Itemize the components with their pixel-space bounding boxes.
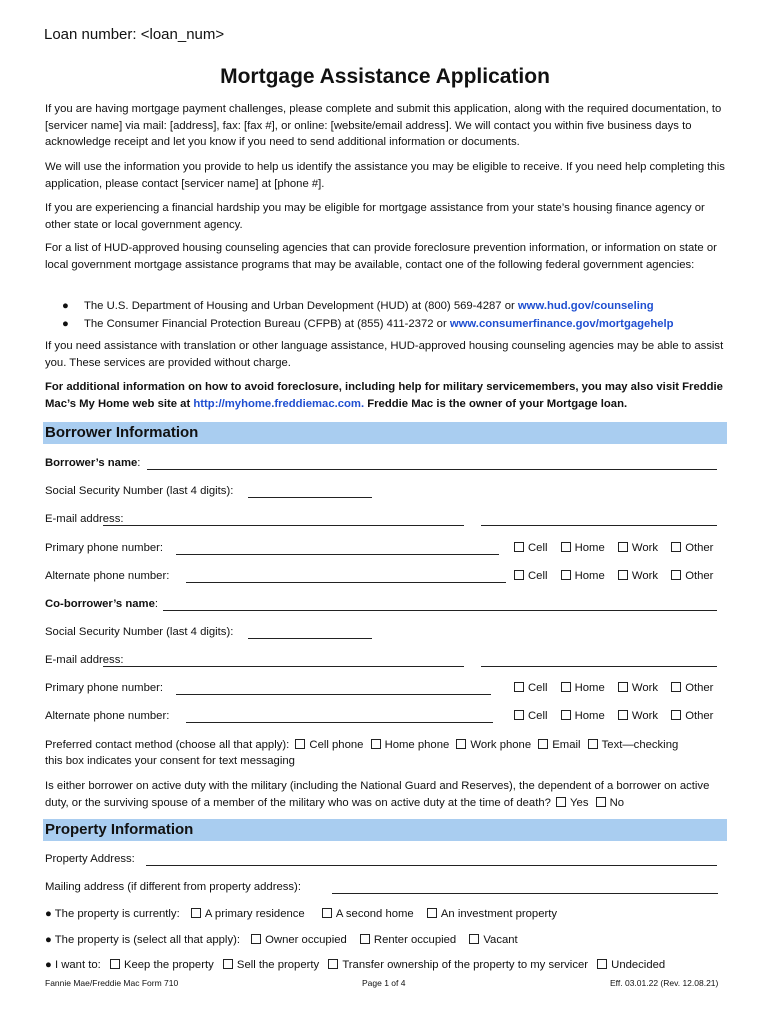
pref-cell-option[interactable] (295, 738, 363, 752)
investment-property-option[interactable] (427, 907, 557, 921)
transfer-ownership-label: Transfer ownership of the property to my servicer (342, 959, 589, 971)
checkbox-icon[interactable] (561, 710, 571, 720)
checkbox-icon[interactable] (371, 739, 381, 749)
coborrower-email-label: E-mail address: (45, 654, 124, 666)
bullet-dot-icon: ● (62, 300, 69, 312)
borrower-ssn-label: Social Security Number (last 4 digits): (45, 485, 234, 497)
freddie-text-a: For additional information on how to avoid foreclosure, including help for military servicemembers, you may also visit Freddie Mac’s My Home web site at (45, 381, 723, 410)
cell-label: Cell (528, 682, 548, 694)
footer-effective-date: Eff. 03.01.22 (Rev. 12.08.21) (610, 978, 719, 988)
work-option[interactable] (618, 541, 658, 555)
coborrower-alt-phone-field[interactable] (186, 722, 493, 723)
military-yes-option[interactable] (556, 795, 588, 812)
hud-link[interactable]: www.hud.gov/counseling (517, 300, 654, 312)
property-currently-label: The property is currently: (54, 908, 180, 920)
checkbox-icon[interactable] (514, 710, 524, 720)
borrower-alt-phone-label: Alternate phone number: (45, 570, 170, 582)
checkbox-icon[interactable] (514, 542, 524, 552)
checkbox-icon[interactable] (561, 682, 571, 692)
coborrower-name-row (45, 597, 158, 611)
pref-cell-label: Cell phone (309, 739, 364, 751)
military-no-option[interactable] (596, 795, 624, 812)
bullet-dot-icon: ● (45, 959, 52, 971)
borrower-name-colon: : (137, 457, 141, 469)
intro-paragraph-1: If you are having mortgage payment challenges, please complete and submit this application, along with the required documentation, to [servicer name] via mail: [address], fax: [fax #], or online: [website/email address]. We will contact you within five business days to acknowledge receipt and let you know if you need to send additional information or documents. (45, 103, 722, 148)
other-label: Other (685, 710, 714, 722)
borrower-email-field[interactable] (103, 525, 464, 526)
checkbox-icon[interactable] (597, 959, 607, 969)
vacant-label: Vacant (483, 934, 518, 946)
other-label: Other (685, 542, 714, 554)
keep-property-option[interactable] (110, 958, 214, 972)
borrower-email-field-2[interactable] (481, 525, 717, 526)
pref-home-option[interactable] (371, 738, 450, 752)
checkbox-icon[interactable] (671, 682, 681, 692)
second-home-label: A second home (335, 908, 414, 920)
military-question (45, 778, 735, 811)
freddie-text-b: Freddie Mac is the owner of your Mortgage loan. (364, 397, 628, 410)
borrower-primary-phone-label: Primary phone number: (45, 542, 164, 554)
other-option[interactable] (671, 709, 713, 723)
work-label: Work (631, 542, 659, 554)
cell-option[interactable] (514, 541, 547, 555)
intro-paragraph-3: If you are experiencing a financial hardship you may be eligible for mortgage assistance from your state’s housing finance agency or other state or local government agency. (45, 202, 705, 231)
military-question-text: Is either borrower on active duty with the military (including the National Guard and Reserves), the dependent of a borrower on active duty, or the surviving spouse of a member of the military who was on active duty at the time of death? (45, 780, 710, 809)
no-label: No (609, 796, 625, 809)
other-option[interactable] (671, 569, 713, 583)
footer-form-number: Fannie Mae/Freddie Mac Form 710 (45, 978, 179, 988)
checkbox-icon[interactable] (427, 908, 437, 918)
borrower-section-header: Borrower Information (43, 422, 727, 444)
checkbox-icon[interactable] (561, 570, 571, 580)
cell-label: Cell (528, 710, 548, 722)
work-label: Work (631, 710, 659, 722)
checkbox-icon[interactable] (223, 959, 233, 969)
cell-option[interactable] (514, 681, 547, 695)
primary-residence-label: A primary residence (204, 908, 305, 920)
pref-email-label: Email (552, 739, 581, 751)
page-title: Mortgage Assistance Application (220, 65, 550, 88)
renter-occupied-label: Renter occupied (373, 934, 457, 946)
borrower-primary-phone-field[interactable] (176, 554, 499, 555)
property-address-field[interactable] (146, 865, 717, 866)
bullet-dot-icon: ● (62, 318, 69, 330)
pref-work-option[interactable] (456, 738, 531, 752)
borrower-name-label: Borrower’s name (45, 457, 138, 469)
borrower-name-field[interactable] (147, 469, 717, 470)
primary-residence-option[interactable] (191, 907, 305, 921)
checkbox-icon[interactable] (618, 682, 628, 692)
renter-occupied-option[interactable] (360, 933, 456, 947)
work-label: Work (631, 682, 659, 694)
checkbox-icon[interactable] (671, 710, 681, 720)
home-label: Home (574, 710, 605, 722)
footer-page-number: Page 1 of 4 (362, 978, 406, 988)
preferred-contact-row (45, 738, 678, 752)
vacant-option[interactable] (469, 933, 517, 947)
pref-text-option[interactable] (588, 738, 679, 752)
home-label: Home (574, 682, 605, 694)
undecided-option[interactable] (597, 958, 665, 972)
checkbox-icon[interactable] (671, 570, 681, 580)
intro-paragraph-5: If you need assistance with translation or other language assistance, HUD-approved housing counseling agencies may be able to assist you. These services are provided without charge. (45, 340, 724, 369)
cell-label: Cell (528, 542, 548, 554)
checkbox-icon[interactable] (456, 739, 466, 749)
cell-option[interactable] (514, 569, 547, 583)
work-option[interactable] (618, 569, 658, 583)
checkbox-icon[interactable] (514, 682, 524, 692)
cfpb-bullet-text: The Consumer Financial Protection Bureau (CFPB) at (855) 411-2372 or (84, 318, 450, 330)
property-intent-row (45, 958, 665, 972)
freddie-mac-link[interactable]: http://myhome.freddiemac.com. (193, 397, 365, 410)
property-intent-label: I want to: (54, 959, 101, 971)
coborrower-primary-phone-field[interactable] (176, 694, 491, 695)
owner-occupied-option[interactable] (251, 933, 347, 947)
work-label: Work (631, 570, 659, 582)
pref-email-option[interactable] (538, 738, 580, 752)
cfpb-link[interactable]: www.consumerfinance.gov/mortgagehelp (449, 318, 674, 330)
checkbox-icon[interactable] (538, 739, 548, 749)
bullet-dot-icon: ● (45, 908, 52, 920)
investment-property-label: An investment property (440, 908, 558, 920)
borrower-primary-phone-type (514, 541, 713, 555)
cfpb-bullet (62, 316, 674, 333)
coborrower-ssn-label: Social Security Number (last 4 digits): (45, 626, 234, 638)
coborrower-ssn-field[interactable] (248, 638, 372, 639)
borrower-email-label: E-mail address: (45, 513, 124, 525)
coborrower-name-label: Co-borrower’s name (45, 598, 155, 610)
checkbox-icon[interactable] (251, 934, 261, 944)
coborrower-alt-phone-label: Alternate phone number: (45, 710, 170, 722)
sell-property-option[interactable] (223, 958, 319, 972)
pref-home-label: Home phone (384, 739, 450, 751)
intro-paragraph-2: We will use the information you provide to help us identify the assistance you may be eligible to receive. If you need help completing this application, please contact [servicer name] at [phone #]. (45, 161, 725, 190)
coborrower-name-colon: : (154, 598, 158, 610)
property-occupancy-row (45, 933, 518, 947)
checkbox-icon[interactable] (618, 570, 628, 580)
transfer-ownership-option[interactable] (328, 958, 588, 972)
undecided-label: Undecided (611, 959, 666, 971)
checkbox-icon[interactable] (556, 797, 566, 807)
intro-paragraph-4: For a list of HUD-approved housing counseling agencies that can provide foreclosure prevention information, or information on state or local government mortgage assistance programs that may be available, contact one of the following federal government agencies: (45, 242, 717, 271)
pref-text-label: Text—checking (601, 739, 679, 751)
hud-bullet (62, 298, 654, 315)
other-option[interactable] (671, 681, 713, 695)
hud-bullet-text: The U.S. Department of Housing and Urban Development (HUD) at (800) 569-4287 or (84, 300, 518, 312)
property-section-header: Property Information (43, 819, 727, 841)
keep-property-label: Keep the property (123, 959, 214, 971)
pref-work-label: Work phone (470, 739, 532, 751)
yes-label: Yes (570, 796, 589, 809)
cell-option[interactable] (514, 709, 547, 723)
checkbox-icon[interactable] (469, 934, 479, 944)
second-home-option[interactable] (322, 907, 414, 921)
checkbox-icon[interactable] (596, 797, 606, 807)
coborrower-alt-phone-type (514, 709, 713, 723)
coborrower-primary-phone-label: Primary phone number: (45, 682, 164, 694)
property-currently-row (45, 907, 557, 921)
coborrower-name-field[interactable] (163, 610, 717, 611)
checkbox-icon[interactable] (191, 908, 201, 918)
checkbox-icon[interactable] (360, 934, 370, 944)
checkbox-icon[interactable] (328, 959, 338, 969)
other-label: Other (685, 570, 714, 582)
home-option[interactable] (561, 541, 605, 555)
home-option[interactable] (561, 681, 605, 695)
checkbox-icon[interactable] (110, 959, 120, 969)
borrower-ssn-field[interactable] (248, 497, 372, 498)
checkbox-icon[interactable] (561, 542, 571, 552)
intro-paragraph-6 (45, 379, 725, 412)
checkbox-icon[interactable] (514, 570, 524, 580)
home-option[interactable] (561, 569, 605, 583)
checkbox-icon[interactable] (322, 908, 332, 918)
coborrower-primary-phone-type (514, 681, 713, 695)
borrower-alt-phone-type (514, 569, 713, 583)
property-occupancy-label: The property is (select all that apply): (54, 934, 240, 946)
home-option[interactable] (561, 709, 605, 723)
property-address-label: Property Address: (45, 853, 135, 865)
coborrower-email-field-2[interactable] (481, 666, 717, 667)
preferred-contact-label: Preferred contact method (choose all that apply): (45, 739, 290, 751)
owner-occupied-label: Owner occupied (265, 934, 347, 946)
checkbox-icon[interactable] (618, 710, 628, 720)
other-option[interactable] (671, 541, 713, 555)
checkbox-icon[interactable] (671, 542, 681, 552)
checkbox-icon[interactable] (295, 739, 305, 749)
sell-property-label: Sell the property (236, 959, 320, 971)
work-option[interactable] (618, 709, 658, 723)
home-label: Home (574, 542, 605, 554)
checkbox-icon[interactable] (618, 542, 628, 552)
cell-label: Cell (528, 570, 548, 582)
borrower-name-row (45, 456, 140, 470)
checkbox-icon[interactable] (588, 739, 598, 749)
home-label: Home (574, 570, 605, 582)
mailing-address-label: Mailing address (if different from property address): (45, 881, 301, 893)
bullet-dot-icon: ● (45, 934, 52, 946)
work-option[interactable] (618, 681, 658, 695)
loan-number-label: Loan number: <loan_num> (44, 26, 225, 43)
other-label: Other (685, 682, 714, 694)
mailing-address-field[interactable] (332, 893, 718, 894)
borrower-alt-phone-field[interactable] (186, 582, 506, 583)
coborrower-email-field[interactable] (103, 666, 464, 667)
text-consent-note: this box indicates your consent for text messaging (45, 755, 295, 767)
